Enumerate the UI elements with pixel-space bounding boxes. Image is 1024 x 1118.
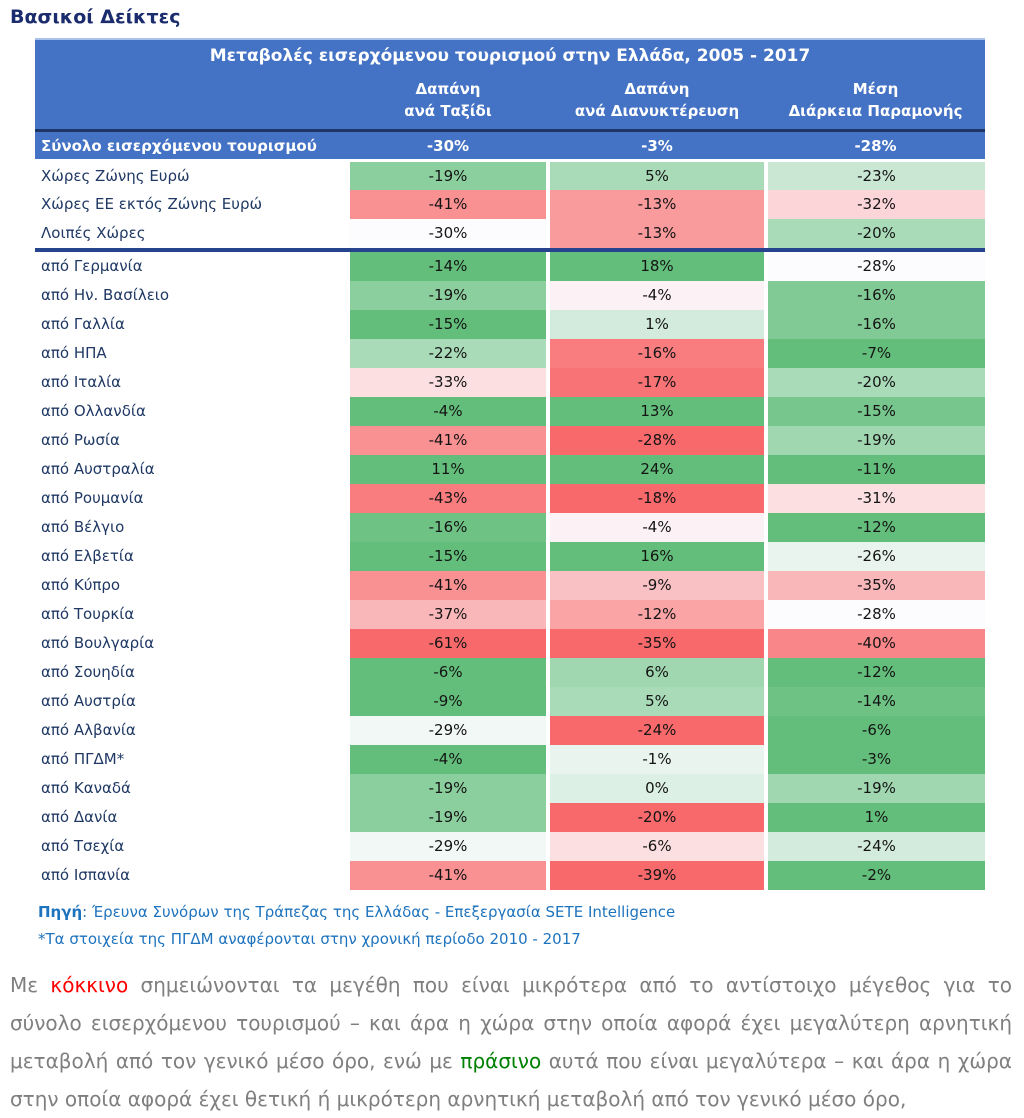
- value-cell: -16%: [348, 513, 548, 542]
- value-cell: -40%: [766, 629, 985, 658]
- value-cell: 5%: [548, 687, 766, 716]
- total-value-cell: -3%: [548, 131, 766, 161]
- value-cell: -19%: [348, 803, 548, 832]
- source-note: [38, 903, 1024, 921]
- row-label: από Ολλανδία: [35, 397, 348, 426]
- value-cell: -41%: [348, 861, 548, 890]
- row-label: από Αυστρία: [35, 687, 348, 716]
- row-label: από Ισπανία: [35, 861, 348, 890]
- column-header-row: [35, 71, 985, 131]
- value-cell: 1%: [766, 803, 985, 832]
- row-label: από Αλβανία: [35, 716, 348, 745]
- table-row: [35, 774, 985, 803]
- value-cell: -17%: [548, 368, 766, 397]
- value-cell: -13%: [548, 219, 766, 248]
- value-cell: -19%: [766, 426, 985, 455]
- value-cell: -28%: [766, 252, 985, 281]
- value-cell: -33%: [348, 368, 548, 397]
- value-cell: -41%: [348, 426, 548, 455]
- row-label: από Ιταλία: [35, 368, 348, 397]
- table-row: [35, 571, 985, 600]
- value-cell: -24%: [548, 716, 766, 745]
- row-label: από Δανία: [35, 803, 348, 832]
- report-page: [0, 6, 1024, 1111]
- value-cell: -31%: [766, 484, 985, 513]
- table-row: [35, 629, 985, 658]
- table-row: [35, 455, 985, 484]
- value-cell: -6%: [766, 716, 985, 745]
- row-label: από ΗΠΑ: [35, 339, 348, 368]
- value-cell: 1%: [548, 310, 766, 339]
- table-row: [35, 252, 985, 281]
- value-cell: 13%: [548, 397, 766, 426]
- row-label: Χώρες Ζώνης Ευρώ: [35, 161, 348, 190]
- row-label: από Ελβετία: [35, 542, 348, 571]
- page-title: Βασικοί Δείκτες: [10, 6, 181, 28]
- value-cell: -15%: [348, 310, 548, 339]
- value-cell: -26%: [766, 542, 985, 571]
- table-row: [35, 281, 985, 310]
- column-header-spend-per-trip: Δαπάνη ανά Ταξίδι: [348, 71, 548, 131]
- value-cell: 0%: [548, 774, 766, 803]
- value-cell: -14%: [348, 252, 548, 281]
- value-cell: -20%: [766, 219, 985, 248]
- table-row: [35, 716, 985, 745]
- tourism-changes-table: [35, 38, 985, 890]
- value-cell: -9%: [348, 687, 548, 716]
- value-cell: -41%: [348, 190, 548, 219]
- table-row: [35, 803, 985, 832]
- table-row: [35, 310, 985, 339]
- value-cell: -19%: [348, 281, 548, 310]
- value-cell: -22%: [348, 339, 548, 368]
- table-row: [35, 861, 985, 890]
- row-label: από Ρωσία: [35, 426, 348, 455]
- table-row: [35, 600, 985, 629]
- value-cell: -13%: [548, 190, 766, 219]
- value-cell: -1%: [548, 745, 766, 774]
- value-cell: -43%: [348, 484, 548, 513]
- row-label: Λοιπές Χώρες: [35, 219, 348, 248]
- row-label: από Βέλγιο: [35, 513, 348, 542]
- value-cell: -30%: [348, 219, 548, 248]
- value-cell: 5%: [548, 161, 766, 190]
- value-cell: -29%: [348, 832, 548, 861]
- value-cell: -7%: [766, 339, 985, 368]
- row-label: από Καναδά: [35, 774, 348, 803]
- value-cell: -9%: [548, 571, 766, 600]
- value-cell: -41%: [348, 571, 548, 600]
- row-label: από Κύπρο: [35, 571, 348, 600]
- value-cell: -35%: [548, 629, 766, 658]
- caption-text: σημειώνονται τα μεγέθη που είναι μικρότερα από το αντίστοιχο μέγεθος για το σύνολο εισερχόμενου τουρισμού – και άρα η χώρα στην οποία αφορά έχει μεγαλύτερη αρνητική μεταβολή από τον γενικό μέσο όρο, ενώ με: [10, 972, 1012, 1073]
- table-row: [35, 339, 985, 368]
- value-cell: -39%: [548, 861, 766, 890]
- value-cell: -18%: [548, 484, 766, 513]
- column-header-spend-per-overnight: Δαπάνη ανά Διανυκτέρευση: [548, 71, 766, 131]
- value-cell: 18%: [548, 252, 766, 281]
- red-highlight-word: κόκκινο: [50, 972, 129, 997]
- table-row: [35, 687, 985, 716]
- value-cell: 11%: [348, 455, 548, 484]
- value-cell: -35%: [766, 571, 985, 600]
- value-cell: -12%: [548, 600, 766, 629]
- value-cell: -20%: [548, 803, 766, 832]
- value-cell: -2%: [766, 861, 985, 890]
- value-cell: -14%: [766, 687, 985, 716]
- table-row: [35, 484, 985, 513]
- green-highlight-word: πράσινο: [460, 1048, 542, 1073]
- column-header-avg-length-of-stay: Μέση Διάρκεια Παραμονής: [766, 71, 985, 131]
- value-cell: -19%: [766, 774, 985, 803]
- value-cell: -20%: [766, 368, 985, 397]
- value-cell: -4%: [548, 281, 766, 310]
- row-label: από ΠΓΔΜ*: [35, 745, 348, 774]
- table-row: [35, 832, 985, 861]
- table-title-row: [35, 39, 985, 71]
- row-label: από Γερμανία: [35, 252, 348, 281]
- table-row: [35, 513, 985, 542]
- value-cell: -23%: [766, 161, 985, 190]
- value-cell: -6%: [348, 658, 548, 687]
- value-cell: -19%: [348, 774, 548, 803]
- caption-text: αυτά που είναι μεγαλύτερα – και άρα η χώρα στην οποία αφορά έχει θετική ή μικρότερη αρνητική μεταβολή από τον γενικό μέσο όρο,: [10, 1048, 1012, 1111]
- row-label: Χώρες ΕΕ εκτός Ζώνης Ευρώ: [35, 190, 348, 219]
- table-title: Μεταβολές εισερχόμενου τουρισμού στην Ελλάδα, 2005 - 2017: [35, 39, 985, 71]
- value-cell: -12%: [766, 513, 985, 542]
- value-cell: -4%: [348, 397, 548, 426]
- row-label: από Σουηδία: [35, 658, 348, 687]
- total-row-label: Σύνολο εισερχόμενου τουρισμού: [35, 131, 348, 161]
- value-cell: -16%: [548, 339, 766, 368]
- value-cell: -29%: [348, 716, 548, 745]
- row-label: από Βουλγαρία: [35, 629, 348, 658]
- value-cell: -11%: [766, 455, 985, 484]
- value-cell: -6%: [548, 832, 766, 861]
- table-row: [35, 219, 985, 248]
- row-label: από Ρουμανία: [35, 484, 348, 513]
- row-label: από Τσεχία: [35, 832, 348, 861]
- table-row: [35, 542, 985, 571]
- value-cell: -61%: [348, 629, 548, 658]
- row-label: από Αυστραλία: [35, 455, 348, 484]
- table-row: [35, 397, 985, 426]
- value-cell: -4%: [548, 513, 766, 542]
- total-value-cell: -30%: [348, 131, 548, 161]
- value-cell: -32%: [766, 190, 985, 219]
- value-cell: -28%: [548, 426, 766, 455]
- source-label: Πηγή: [38, 902, 83, 921]
- value-cell: -37%: [348, 600, 548, 629]
- caption-paragraph: [10, 966, 1012, 1118]
- value-cell: -19%: [348, 161, 548, 190]
- value-cell: -15%: [348, 542, 548, 571]
- table-row: [35, 745, 985, 774]
- table-row: [35, 161, 985, 190]
- row-label: από Τουρκία: [35, 600, 348, 629]
- table-row: [35, 190, 985, 219]
- value-cell: -12%: [766, 658, 985, 687]
- value-cell: 6%: [548, 658, 766, 687]
- row-label: από Γαλλία: [35, 310, 348, 339]
- value-cell: -15%: [766, 397, 985, 426]
- value-cell: 24%: [548, 455, 766, 484]
- value-cell: -3%: [766, 745, 985, 774]
- value-cell: -4%: [348, 745, 548, 774]
- table-row: [35, 658, 985, 687]
- value-cell: -28%: [766, 600, 985, 629]
- footnote: *Τα στοιχεία της ΠΓΔΜ αναφέρονται στην χρονική περίοδο 2010 - 2017: [38, 929, 581, 948]
- value-cell: -24%: [766, 832, 985, 861]
- caption-text: Με: [10, 972, 51, 997]
- table-row: [35, 368, 985, 397]
- total-value-cell: -28%: [766, 131, 985, 161]
- row-label: από Ην. Βασίλειο: [35, 281, 348, 310]
- value-cell: -16%: [766, 310, 985, 339]
- source-text: : Έρευνα Συνόρων της Τράπεζας της Ελλάδας - Επεξεργασία SETE Intelligence: [82, 902, 676, 921]
- value-cell: 16%: [548, 542, 766, 571]
- column-header-empty: [35, 71, 348, 131]
- value-cell: -16%: [766, 281, 985, 310]
- table-row: [35, 426, 985, 455]
- total-row: [35, 131, 985, 161]
